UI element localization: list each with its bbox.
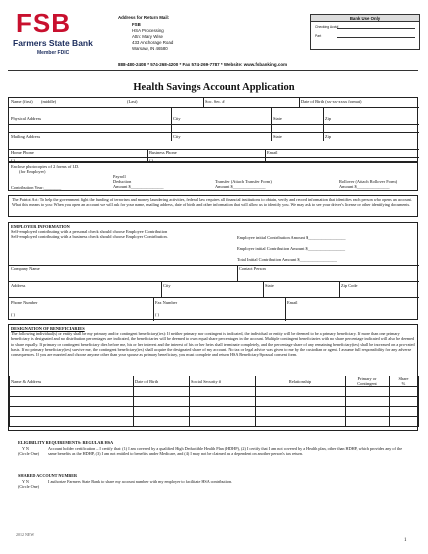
address-line: HSA Processing (132, 28, 164, 33)
rollover-amount-field[interactable]: Amount $_______________ (339, 184, 390, 189)
contact-person-field[interactable]: Contact Person (239, 266, 266, 271)
header-divider (8, 70, 418, 71)
bank-use-title: Bank Use Only (311, 15, 419, 22)
for-employer-label: (for Employer) (19, 169, 46, 174)
ssn-field[interactable]: Soc. Sec. # (205, 99, 225, 104)
patriot-act-box (8, 195, 418, 217)
name-middle-field[interactable]: (middle) (41, 99, 57, 104)
part-line (315, 34, 321, 38)
logo-member-fdic: Member FDIC (37, 50, 70, 56)
beneficiary-row[interactable] (9, 387, 418, 397)
eligibility-heading: ELIGIBILITY REQUIREMENTS: REGULAR HSA (18, 440, 114, 445)
beneficiary-header-row (9, 376, 418, 387)
home-phone-field[interactable]: Home Phone (11, 150, 34, 155)
address-line: Attn: Mary Wise (132, 34, 163, 39)
employer-heading: EMPLOYER INFORMATION (11, 224, 70, 229)
logo-bank-name: Farmers State Bank (13, 38, 93, 48)
rollover-label: Rollover (Attach Rollover Form) (339, 179, 398, 184)
transfer-amount-field[interactable]: Amount $_______________ (215, 184, 266, 189)
beneficiaries-section (8, 324, 418, 431)
beneficiaries-heading: DESIGNATION OF BENEFICIARIES (11, 326, 85, 331)
col-name-address: Name & Address (9, 376, 133, 387)
mailing-state-field[interactable]: State (273, 134, 282, 139)
beneficiary-row[interactable] (9, 397, 418, 407)
beneficiary-row[interactable] (9, 407, 418, 417)
contribution-section (8, 162, 418, 191)
company-name-field[interactable]: Company Name (11, 266, 40, 271)
employer-phone-field[interactable]: Phone Number (11, 300, 38, 305)
employer-state-field[interactable]: State (265, 283, 274, 288)
applicant-info-grid (8, 97, 418, 162)
enclose-id-note: Enclose photocopies of 2 forms of I.D. (11, 164, 80, 169)
beneficiary-table (9, 376, 419, 427)
business-phone-field[interactable]: Business Phone (149, 150, 177, 155)
address-line: 433 Anchorage Road (132, 40, 174, 45)
shared-yn[interactable]: Y N (22, 479, 29, 484)
city-field[interactable]: City (173, 116, 181, 121)
return-address (118, 15, 173, 52)
email-field[interactable]: Email (267, 150, 278, 155)
col-dob: Date of Birth (133, 376, 189, 387)
dob-field[interactable]: Date of Birth (xx-xx-xxxx format) (301, 99, 362, 104)
employer-info-section (8, 222, 418, 320)
payroll-label: Payroll (113, 174, 126, 179)
col-relationship: Relationship (255, 376, 345, 387)
employee-initial-amount-field[interactable]: Employee initial Contribution Amount $_________________ (237, 235, 346, 240)
mailing-city-field[interactable]: City (173, 134, 181, 139)
name-last-field[interactable]: (Last) (127, 99, 138, 104)
eligibility-circle-one: (Circle One) (18, 451, 40, 456)
employer-note-2: Self-employed contributing with a business check should choose Employer Contribution. (11, 234, 168, 239)
state-field[interactable]: State (273, 116, 282, 121)
mailing-zip-field[interactable]: Zip (325, 134, 332, 139)
contribution-year-field[interactable]: Contribution Year:________ (11, 185, 62, 190)
name-first-field[interactable]: Name (first) (11, 99, 33, 104)
beneficiary-row[interactable] (9, 417, 418, 427)
shared-circle-one: (Circle One) (18, 484, 40, 489)
footer-version: 2012 NEW (16, 532, 35, 537)
checking-acct-line (315, 25, 338, 29)
col-ssn: Social Security # (189, 376, 255, 387)
shared-text: I authorize Farmers State Bank to share my account number with my employer to facilitate HSA contribution. (48, 479, 233, 484)
employer-initial-amount-field[interactable]: Employer initial Contribution Amount $_________________ (237, 246, 346, 251)
employer-zip-field[interactable]: Zip Code (341, 283, 358, 288)
contact-line: 888-480-2408 * 574-268-4200 * Fax 574-269-7787 * Website: www.fsbanking.com (118, 62, 288, 67)
col-share: Share % (389, 376, 418, 387)
employer-note-1: Self-employed contributing with a personal check should choose Employee Contribution (11, 229, 168, 234)
page-title: Health Savings Account Application (133, 82, 295, 93)
logo-fsb: FSB (16, 8, 71, 38)
shared-account-heading: SHARED ACCOUNT NUMBER (18, 473, 78, 478)
part-label: Part (315, 34, 322, 38)
col-primary-contingent: Primary or Contingent (345, 376, 389, 387)
zip-field[interactable]: Zip (325, 116, 332, 121)
eligibility-text: Account holder certification – I certify that: (1) I am covered by a qualified High Deductible Health Plan (HDHP), (2) I certify that I am not covered by a Health plan, other than HDHP, which provides any of the same benefits as the HDHP, (3) I am not entitled to benefits under Medicare, and (4) I may not be claimed as a dependent on another person's tax return. (48, 446, 403, 457)
employer-address-field[interactable]: Address (11, 283, 26, 288)
payroll-amount-field[interactable]: Amount $_______________ (113, 184, 164, 189)
deduction-label: Deduction (113, 179, 132, 184)
eligibility-yn[interactable]: Y N (22, 446, 29, 451)
employer-email-field[interactable]: Email (287, 300, 298, 305)
return-address-heading: Address for Return Mail: (118, 15, 170, 20)
beneficiaries-text: The following individual(s) or entity shall be my primary and/or contingent beneficiary(ies): If neither primary nor contingent is indicated, the individual or entity will be deemed to be a primary beneficiary. If more than one primary beneficiary is designated and no distribution percentages are indicated, the beneficiaries will be deemed to own equal share percentages in the account. Multiple contingent beneficiaries with no share percentage indicated will also be deemed to share equally. If primary or contingent beneficiary dies before me, his or her interest and the interest of his or her heirs shall terminate completely, and the percentage share of any remaining beneficiary(ies) shall be increased on a pro-rated basis. If no primary beneficiary(ies) survive me, the contingent beneficiary(ies) shall acquire the designated share of my account. No tax or legal advice was given to me by the custodian or agent. I assume full responsibility for any adverse consequences. If you are married and choose anyone other than your spouse as primary beneficiary, you must complete and return HSA Beneficiary/Spousal consent form. (11, 331, 415, 358)
mailing-address-field[interactable]: Mailing Address (11, 134, 41, 139)
business-phone-area: ( ) (149, 158, 154, 163)
address-line: Warsaw, IN 46580 (132, 46, 168, 51)
employer-city-field[interactable]: City (163, 283, 171, 288)
employer-fax-area: ( ) (155, 312, 160, 317)
home-phone-area: ( ) (11, 158, 16, 163)
employer-fax-field[interactable]: Fax Number (155, 300, 178, 305)
total-initial-amount-field[interactable]: Total Initial Contribution Amount $_________________ (237, 257, 337, 262)
transfer-label: Transfer (Attach Transfer Form) (215, 179, 272, 184)
employer-phone-area: ( ) (11, 312, 16, 317)
patriot-act-text: The Patriot Act: To help the government fight the funding of terrorism and money laundering activities, federal law requires all financial institutions to obtain, verify and record information that identifies each person who opens an account. What this means to you: When you open an account we will ask for your name, mailing address, date of birth and other information that will allow us to identify you. We may ask to see your driver's license or other identifying documents. (12, 197, 412, 208)
physical-address-field[interactable]: Physical Address (11, 116, 42, 121)
checking-acct-label: Checking Acct# (315, 25, 339, 29)
page-number: 1 (404, 538, 407, 543)
bank-use-box (310, 14, 420, 50)
address-line: FSB (132, 22, 141, 27)
